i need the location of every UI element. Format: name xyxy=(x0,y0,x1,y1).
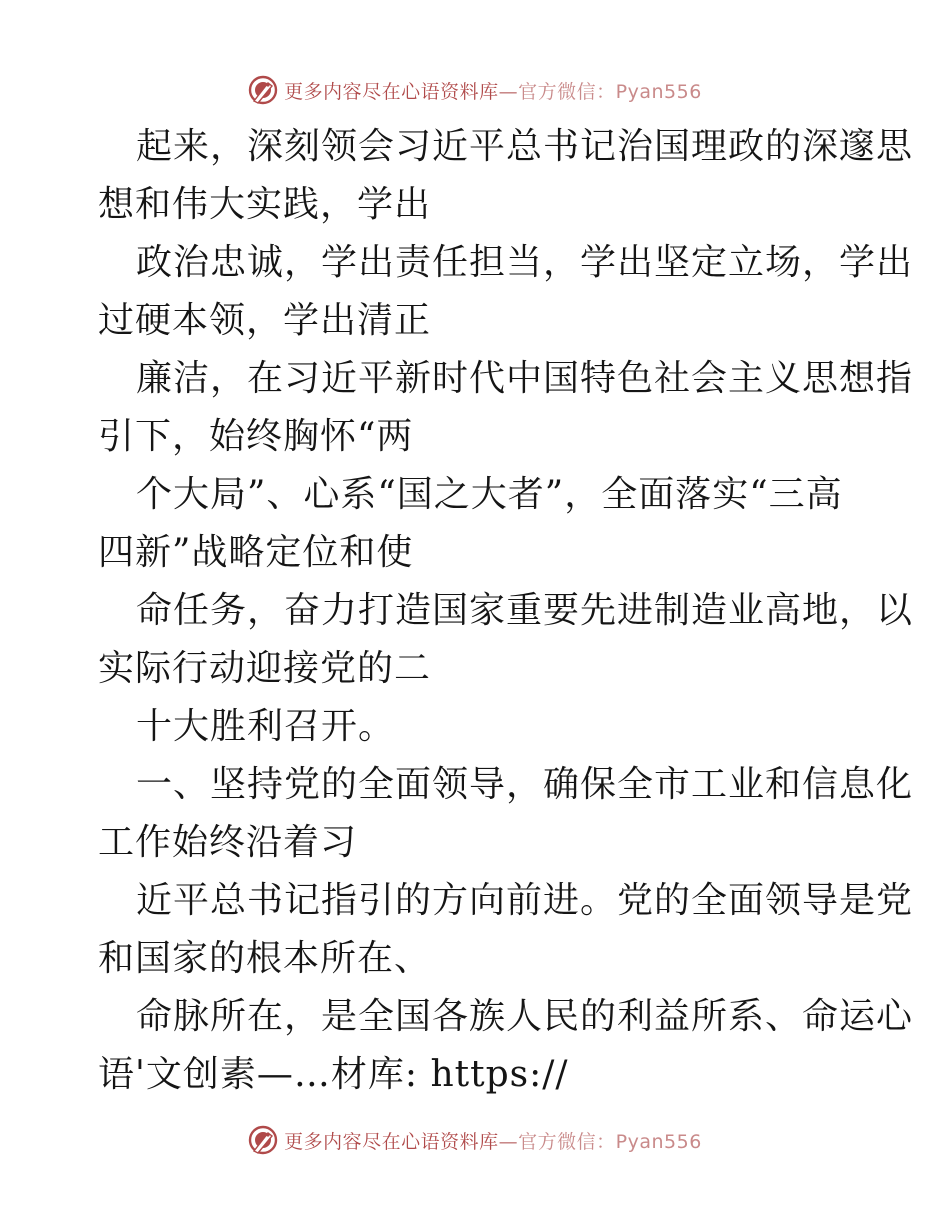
header-watermark-banner xyxy=(0,72,950,108)
text-line: 个大局”、心系“国之大者”，全面落实“三高 xyxy=(136,474,843,515)
footer-banner-dash: — xyxy=(498,1130,519,1153)
footer-banner-title: 更多内容尽在心语资料库 xyxy=(284,1130,499,1153)
footer-watermark-banner xyxy=(0,1122,950,1158)
header-banner-title: 更多内容尽在心语资料库 xyxy=(284,80,499,103)
footer-banner-text xyxy=(284,1127,702,1154)
text-line: 近平总书记指引的方向前进。党的全面领导是党 xyxy=(136,880,914,921)
text-line: 十大胜利召开。 xyxy=(136,706,396,747)
footer-banner-wechat: 官方微信：Pyan556 xyxy=(518,1130,702,1153)
text-line: 工作始终沿着习 xyxy=(98,822,358,863)
text-line: 命任务，奋力打造国家重要先进制造业高地，以 xyxy=(136,590,914,631)
text-line: 实际行动迎接党的二 xyxy=(98,648,432,689)
header-banner-wechat: 官方微信：Pyan556 xyxy=(518,80,702,103)
header-banner-text xyxy=(284,77,702,104)
text-line: 起来，深刻领会习近平总书记治国理政的深邃思 xyxy=(136,126,914,167)
document-body xyxy=(98,118,914,1104)
pen-logo-icon xyxy=(248,1125,278,1155)
text-line: 廉洁，在习近平新时代中国特色社会主义思想指 xyxy=(136,358,914,399)
text-line: 命脉所在，是全国各族人民的利益所系、命运心 xyxy=(136,996,914,1037)
text-line: 过硬本领，学出清正 xyxy=(98,300,432,341)
text-line: 四新”战略定位和使 xyxy=(98,532,414,573)
text-line: 想和伟大实践，学出 xyxy=(98,184,432,225)
text-line: 引下，始终胸怀“两 xyxy=(98,416,414,457)
text-line: 语'文创素—…材库: https:// xyxy=(98,1054,569,1095)
text-line: 政治忠诚，学出责任担当，学出坚定立场，学出 xyxy=(136,242,914,283)
text-line: 一、坚持党的全面领导，确保全市工业和信息化 xyxy=(136,764,914,805)
text-line: 和国家的根本所在、 xyxy=(98,938,432,979)
header-banner-dash: — xyxy=(498,80,519,103)
pen-logo-icon xyxy=(248,75,278,105)
